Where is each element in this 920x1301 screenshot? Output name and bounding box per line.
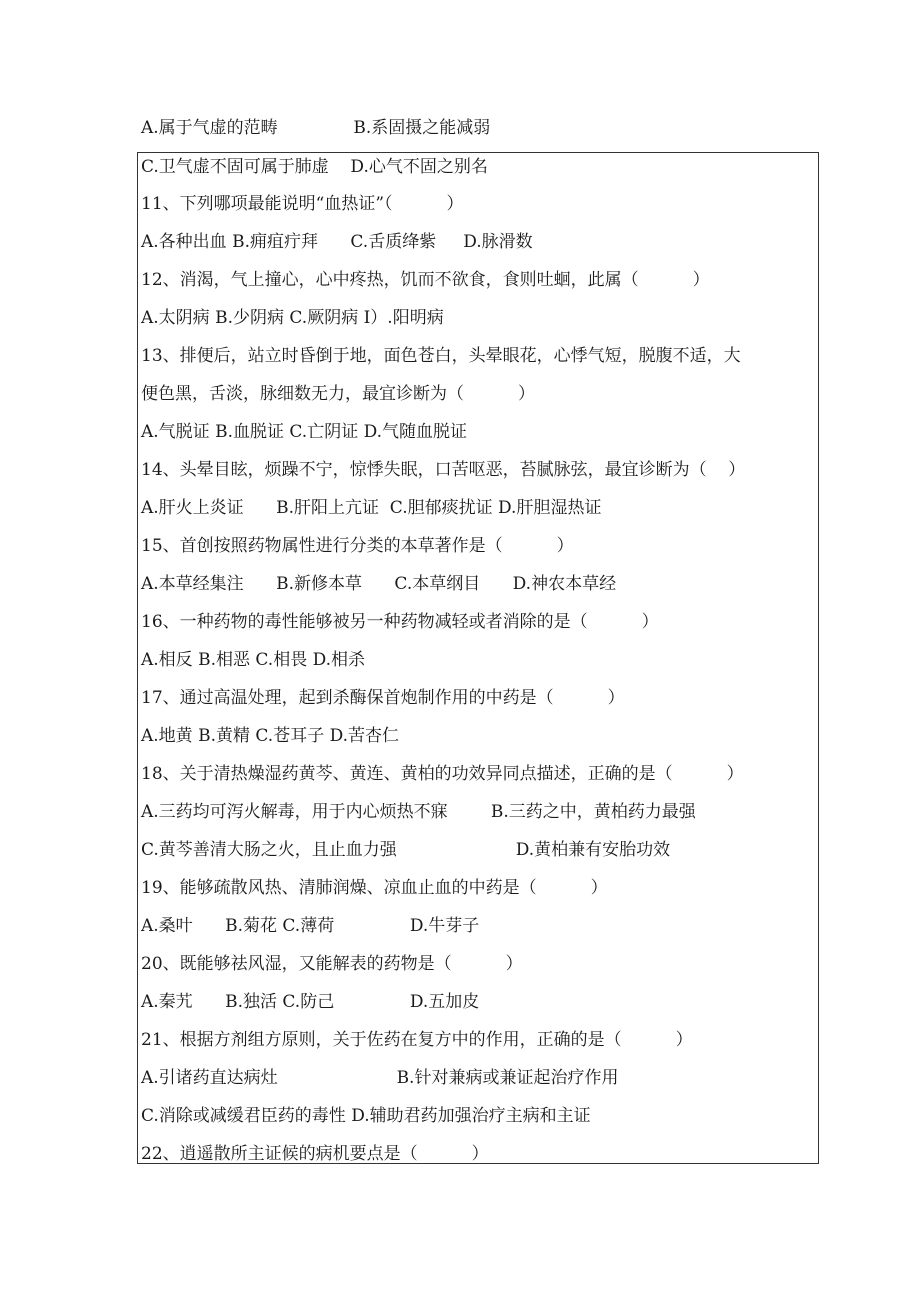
text-line: 11、下列哪项最能说明“血热证”（ ） <box>141 194 464 214</box>
text-line: A.本草经集注 B.新修本草 C.本草纲目 D.神农本草经 <box>141 574 617 594</box>
text-line: A.秦艽 B.独活 C.防己 D.五加皮 <box>141 992 480 1012</box>
text-line: A.地黄 B.黄精 C.苍耳子 D.苦杏仁 <box>141 726 400 746</box>
text-line: A.相反 B.相恶 C.相畏 D.相杀 <box>141 650 366 670</box>
text-line: 19、能够疏散风热、清肺润燥、凉血止血的中药是（ ） <box>141 878 608 898</box>
text-line: 21、根据方剂组方原则，关于佐药在复方中的作用，正确的是（ ） <box>141 1030 693 1050</box>
text-line: 20、既能够祛风湿，又能解表的药物是（ ） <box>141 954 523 974</box>
text-line: 12、消渴，气上撞心，心中疼热，饥而不欲食，食则吐蛔，此属（ ） <box>141 270 710 290</box>
text-line: A.属于气虚的范畴 B.系固摄之能减弱 <box>141 118 491 138</box>
text-line: A.各种出血 B.痈疽疔拜 C.舌质绛紫 D.脉滑数 <box>141 232 533 252</box>
text-line: 18、关于清热燥湿药黄芩、黄连、黄柏的功效异同点描述，正确的是（ ） <box>141 764 744 784</box>
text-line: 13、排便后，站立时昏倒于地，面色苍白，头晕眼花，心悸气短，脱腹不适，大 <box>141 346 741 366</box>
text-line: A.气脱证 B.血脱证 C.亡阴证 D.气随血脱证 <box>141 422 468 442</box>
text-line: A.三药均可泻火解毒，用于内心烦热不寐 B.三药之中，黄柏药力最强 <box>141 802 696 822</box>
text-line: 17、通过高温处理，起到杀酶保首炮制作用的中药是（ ） <box>141 688 625 708</box>
text-line: C.黄芩善清大肠之火，且止血力强 D.黄柏兼有安胎功效 <box>141 840 671 860</box>
text-line: A.引诸药直达病灶 B.针对兼病或兼证起治疗作用 <box>141 1068 619 1088</box>
text-line: A.肝火上炎证 B.肝阳上亢证 C.胆郁痰扰证 D.肝胆湿热证 <box>141 498 602 518</box>
text-line: 便色黑，舌淡，脉细数无力，最宜诊断为（ ） <box>141 384 536 404</box>
text-line: C.消除或减缓君臣药的毒性 D.辅助君药加强治疗主病和主证 <box>141 1106 591 1126</box>
text-line: A.桑叶 B.菊花 C.薄荷 D.牛芽子 <box>141 916 480 936</box>
text-line: 15、首创按照药物属性进行分类的本草著作是（ ） <box>141 536 574 556</box>
text-line: 14、头晕目眩，烦躁不宁，惊悸失眠，口苦呕恶，苔腻脉弦，最宜诊断为（ ） <box>141 460 746 480</box>
text-line: C.卫气虚不固可属于肺虚 D.心气不固之别名 <box>141 157 488 177</box>
text-line: 16、一种药物的毒性能够被另一种药物减轻或者消除的是（ ） <box>141 612 659 632</box>
text-line: 22、逍遥散所主证候的病机要点是（ ） <box>141 1144 489 1164</box>
text-line: A.太阴病 B.少阴病 C.厥阴病 I）.阳明病 <box>141 308 444 328</box>
